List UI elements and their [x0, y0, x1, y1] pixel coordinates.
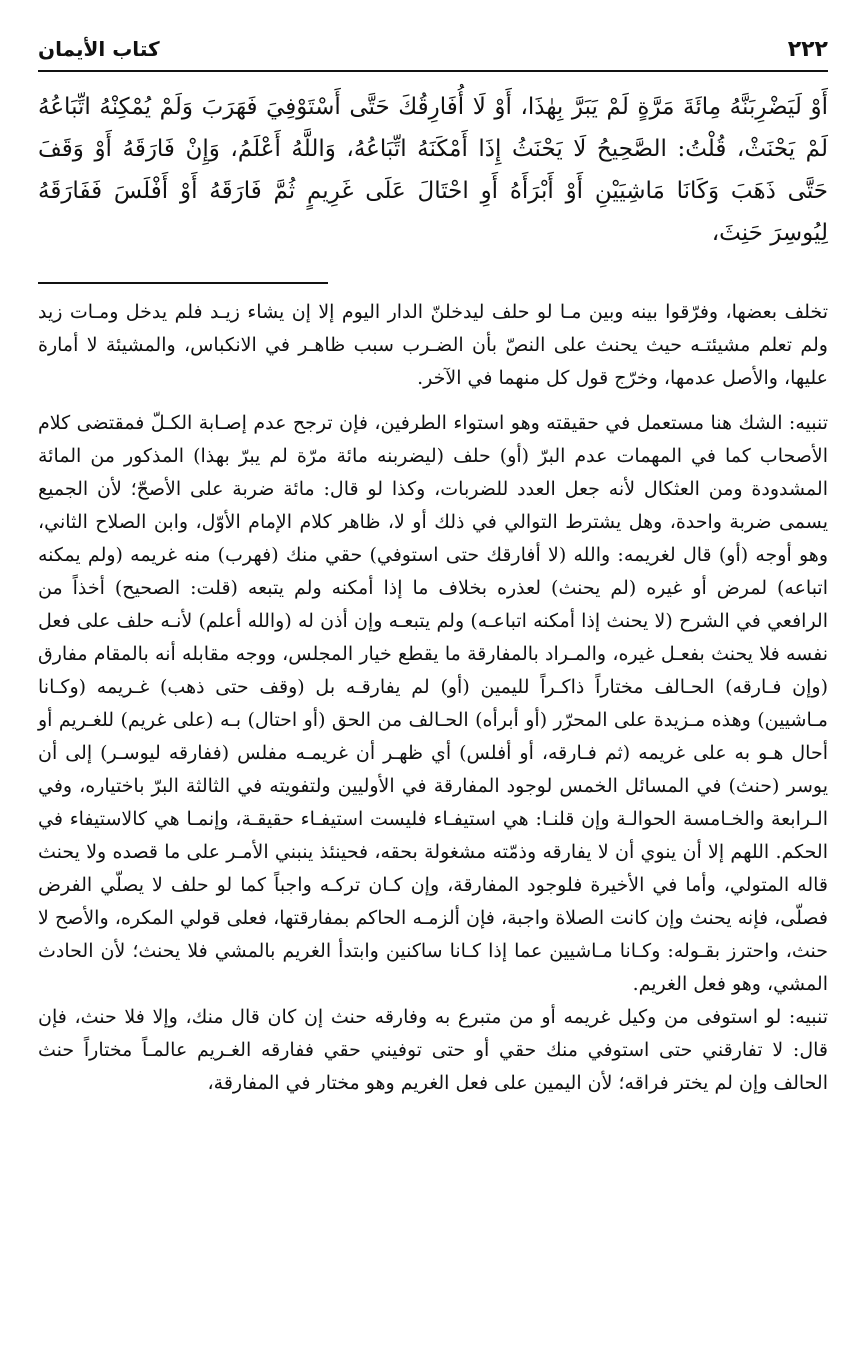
commentary [38, 296, 828, 1100]
page-header [38, 28, 828, 72]
page-number: ٢٢٢ [787, 36, 828, 62]
commentary-paragraph: تنبيه: الشك هنا مستعمل في حقيقته وهو استواء الطرفين، فإن ترجح عدم إصـابة الكـلّ فمقتضى كلام الأصحاب كما في المهمات عدم البرّ (أو) حلف (ليضربنه مائة مرّة لم يبرّ بهذا) المذكور من المائة المشدودة ومن العثكال لأنه جعل العدد للضربات، وكذا لو قال: مائة ضربة على الأصحّ؛ لأن الجميع يسمى ضربة واحدة، وهل يشترط التوالي في ذلك أو لا، ظاهر كلام الإمام الأوّل، وابن الصلاح الثاني، وهو أوجه (أو) قال لغريمه: والله (لا أفارقك حتى استوفي) حقي منك (فهرب) منه غريمه (ولم يمكنه اتباعه) لمرض أو غيره (لم يحنث) لعذره بخلاف ما إذا أمكنه ولم يتبعه (قلت: الصحيح) أخذاً من الرافعي في الشرح (لا يحنث إذا أمكنه اتباعـه) ولم يتبعـه وإن أذن له (والله أعلم) لأنـه حلف على فعل نفسه فلا يحنث بفعـل غيره، والمـراد بالمفارقة ما يقطع خيار المجلس، ووجه مقابله أنه بالمقام مفارق (وإن فـارقه) الحـالف مختاراً ذاكـراً لليمين (أو) لم يفارقـه بل (وقف حتى ذهب) غـريمه (وكـانا مـاشيين) وهذه مـزيدة على المحرّر (أو أبرأه) الحـالف من الحق (أو احتال) بـه (على غريم) للغـريم أو أحال هـو به على غريمه (ثم فـارقه، أو أفلس) أي ظهـر أن غريمـه مفلس (ففارقه ليوسـر) إلى أن يوسر (حنث) في المسائل الخمس لوجود المفارقة في الأوليين ولتفويته في الثالثة البرّ باختياره، وفي الـرابعة والخـامسة الحوالـة وإن قلنـا: هي استيفـاء فليست استيفـاء حقيقـة، وإنمـا هي كالاستيفاء في الحكم. اللهم إلا أن ينوي أن لا يفارقه وذمّته مشغولة بحقه، فحينئذ ينبني الأمـر على ما قصده ولا يحنث قاله المتولي، وأما في الأخيرة فلوجود المفارقة، وإن كـان تركـه واجباً كما لو حلف لا يصلّي الفرض فصلّى، فإنه يحنث وإن كانت الصلاة واجبة، فإن ألزمـه الحاكم بمفارقتها، فعلى قولي المكره، والأصح لا حنث، واحترز بقـوله: وكـانا مـاشيين عما إذا كـانا ساكنين وابتدأ الغريم بالمشي فلا يحنث؛ لأن الحادث المشي، وهو فعل الغريم. [38, 412, 828, 995]
book-title: كتاب الأيمان [38, 37, 160, 61]
book-page [38, 28, 828, 1346]
commentary-paragraph: تخلف بعضها، وفرّقوا بينه وبين مـا لو حلف ليدخلنّ الدار اليوم إلا إن يشاء زيـد فلم يدخل ومـات زيد ولم تعلم مشيئتـه حيث يحنث على النصّ بأن الضـرب سبب ظاهـر في الانكباس، والمشيئة لا أمارة عليها، والأصل عدمها، وخرّج قول كل منهما في الآخر. [38, 301, 828, 389]
footnote-separator [38, 282, 328, 284]
commentary-paragraph: تنبيه: لو استوفى من وكيل غريمه أو من متبرع به وفارقه حنث إن كان قال منك، وإلا فلا حنث، فإن قال: لا تفارقني حتى استوفي منك حقي أو حتى توفيني حقي ففارقه الغـريم عالمـاً مختاراً حنث الحالف وإن لم يختر فراقه؛ لأن اليمين على فعل الغريم وهو مختار في المفارقة، [38, 1006, 828, 1094]
matn-text: أَوْ لَيَضْرِبَنَّهُ مِائَةَ مَرَّةٍ لَمْ يَبَرَّ بِهٰذَا، أَوْ لَا أُفَارِقُكَ حَتَّى أَسْتَوْفِيَ فَهَرَبَ وَلَمْ يُمْكِنْهُ اتِّبَاعُهُ لَمْ يَحْنَثْ، قُلْتُ: الصَّحِيحُ لَا يَحْنَثُ إِذَا أَمْكَنَهُ اتِّبَاعُهُ، وَاللَّهُ أَعْلَمُ، وَإِنْ فَارَقَهُ أَوْ وَقَفَ حَتَّى ذَهَبَ وَكَانَا مَاشِيَيْنِ أَوْ أَبْرَأَهُ أَوِ احْتَالَ عَلَى غَرِيمٍ ثُمَّ فَارَقَهُ أَوْ أَفْلَسَ فَفَارَقَهُ لِيُوسِرَ حَنِثَ، [38, 94, 828, 246]
